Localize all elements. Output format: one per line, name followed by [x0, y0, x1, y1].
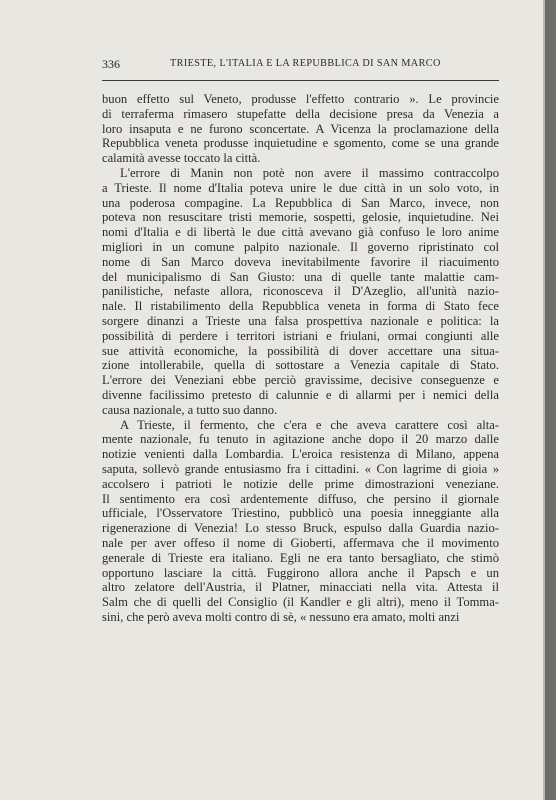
text-line: nome di San Marco doveva inevitabilmente favorire il riacuimento [102, 254, 499, 269]
text-line: sorgere dinanzi a Trieste una falsa prospettiva nazionale e politica: la [102, 313, 499, 328]
text-line: buon effetto sul Veneto, produsse l'effetto contrario ». Le provincie [102, 92, 499, 106]
text-line: di terraferma rimasero stupefatte della decisione presa da Venezia a [102, 106, 499, 121]
text-line: opportuno lasciare la città. Fuggirono allora anche il Papsch e un [102, 565, 499, 580]
text-line: a Trieste. Il nome d'Italia poteva unire le due città in un solo voto, in [102, 180, 499, 195]
text-line: calamità avesse toccato la città. [102, 151, 261, 166]
book-binding [545, 0, 556, 800]
text-line: divenne facilissimo pretesto di calunnie e di allarmi per i nemici della [102, 387, 499, 402]
text-line: zione intollerabile, quella di sottostare a Venezia capitale di Stato. [102, 358, 499, 373]
text-line: mente nazionale, fu tenuto in agitazione anche dopo il 20 marzo dalle [102, 432, 499, 447]
text-line: A Trieste, il fermento, che c'era e che aveva carattere così alta- [120, 417, 499, 432]
text-line: L'errore di Manin non potè non avere il massimo contraccolpo [120, 165, 499, 180]
header-rule [102, 80, 499, 81]
text-line: causa nazionale, a tutto suo danno. [102, 402, 278, 417]
text-line: notizie venienti dalla Lombardia. L'eroica resistenza di Milano, appena [102, 447, 499, 462]
text-line: poteva non resuscitare tristi memorie, sospetti, gelosie, inquietudine. Nei [102, 210, 499, 225]
text-line: sini, che però aveva molti contro di sè, « nessuno era amato, molti anzi [102, 609, 460, 624]
text-line: Repubblica veneta produsse inquietudine e sgomento, come se una grande [102, 136, 499, 151]
text-line: sue attività economiche, la possibilità di dover accettare una situa- [102, 343, 499, 358]
text-line: possibilità di perdere i territori istriani e friulani, ormai congiunti alle [102, 328, 499, 343]
text-line: ufficiale, l'Osservatore Triestino, pubblicò una poesia inneggiante alla [102, 506, 499, 521]
text-line: accolsero i patrioti le notizie delle prime dimostrazioni veneziane. [102, 476, 499, 491]
page-number: 336 [102, 57, 120, 71]
text-line: una poderosa compagine. La Repubblica di San Marco, invece, non [102, 195, 499, 210]
text-line: nale. Il ristabilimento della Repubblica veneta in forma di Stato fece [102, 299, 499, 314]
paragraph [102, 418, 499, 625]
text-line: saputa, sollevò grande entusiasmo fra i cittadini. « Con lagrime di gioia » [102, 461, 499, 476]
text-line: rigenerazione di Venezia! Lo stesso Bruck, espulso dalla Guardia nazio- [102, 521, 499, 536]
text-line: loro insaputa e ne furono sconcertate. A Vicenza la proclamazione della [102, 121, 499, 136]
running-title: TRIESTE, L'ITALIA E LA REPUBBLICA DI SAN MARCO [170, 58, 441, 69]
text-line: Il sentimento era così ardentemente diffuso, che persino il giornale [102, 491, 499, 506]
paragraph [102, 92, 499, 166]
text-line: L'errore dei Veneziani ebbe perciò gravissime, decisive conseguenze e [102, 373, 499, 388]
text-line: del municipalismo di San Giusto: una di quelle tante malattie cam- [102, 269, 499, 284]
text-line: nomi d'Italia e di libertà le due città avevano già confuso le loro anime [102, 225, 499, 240]
page-body [102, 92, 499, 625]
text-line: migliori in un comune palpito nazionale. Il governo ripristinato col [102, 239, 499, 254]
text-line: Salm che di quelli del Consiglio (il Kandler e gli altri), meno il Tomma- [102, 595, 499, 610]
text-line: nale per aver offeso il nome di Gioberti, affermava che il movimento [102, 535, 499, 550]
text-line: generale di Trieste era italiano. Egli ne era tanto bersagliato, che stimò [102, 550, 499, 565]
text-line: altro zelatore dell'Austria, il Platner, minacciati nella vita. Attesta il [102, 580, 499, 595]
paragraph [102, 166, 499, 418]
text-line: panilistiche, nefaste allora, riconosceva il D'Azeglio, all'unità nazio- [102, 284, 499, 299]
